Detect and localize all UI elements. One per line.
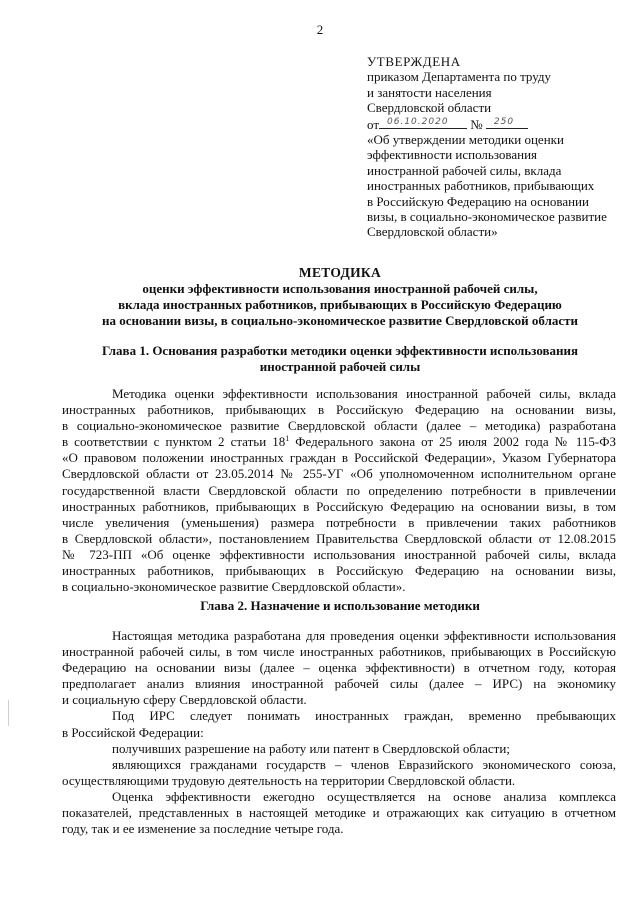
text-line: предполагает анализ влияния иностранной рабочей силы (далее – ИРС) на экономику	[62, 676, 616, 692]
text-line: являющихся гражданами государств – членов Евразийского экономического союза,	[112, 756, 616, 772]
order-title-line: иностранной рабочей силы, вклада	[367, 162, 562, 178]
chapter-2-heading: Глава 2. Назначение и использование методики	[200, 598, 480, 613]
chapter-1-heading-line: Глава 1. Основания разработки методики оценки эффективности использования	[101, 343, 579, 358]
text-line: Настоящая методика разработана для проведения оценки эффективности использования	[112, 628, 616, 643]
text-line: в Свердловской области», постановлением Правительства Свердловской области от 12.08.2015	[62, 530, 616, 546]
text-line: году, так и ее изменение за последние четыре года.	[62, 821, 344, 837]
approval-line: Свердловской области	[367, 100, 492, 116]
text-line: иностранных работников, прибывающих в Российскую Федерацию на основании визы,	[62, 402, 616, 418]
document-title-line: вклада иностранных работников, прибывающих в Российскую Федерацию	[118, 297, 562, 312]
order-title-line: «Об утверждении методики оценки	[367, 132, 564, 148]
scan-artifact	[8, 700, 9, 726]
order-title-line: иностранных работников, прибывающих	[367, 178, 595, 194]
text-line: Свердловской области от 23.05.2014 № 255-УГ «Об уполномоченном исполнительном органе	[62, 466, 616, 482]
approval-line: и занятости населения	[367, 84, 492, 100]
approval-stamp-block	[367, 54, 627, 240]
handwritten-date: 06.10.2020	[379, 116, 467, 129]
footnote-superscript: 1	[285, 434, 290, 444]
text-line: иностранных работников, прибывающих в Российскую Федерацию на основании визы, в том	[62, 498, 616, 514]
order-title-line: Свердловской области»	[367, 224, 498, 240]
text-line: Оценка эффективности ежегодно осуществляется на основе анализа комплекса	[112, 788, 616, 804]
chapter-1-heading	[60, 343, 620, 375]
order-title-line: эффективности использования	[367, 147, 538, 163]
document-title-line: на основании визы, в социально-экономическое развитие Свердловской области	[101, 313, 579, 328]
text-line: государственной власти Свердловской области по определению потребности в привлечении	[62, 482, 616, 498]
text-line: в социально-экономическое развитие Свердловской области (далее – методика) разработана	[62, 418, 616, 434]
text-line: числе увеличения (уменьшения) размера потребности в привлечении таких работников	[62, 514, 616, 530]
approval-title: УТВЕРЖДЕНА	[367, 54, 461, 69]
text-line: в Российской Федерации:	[62, 724, 204, 740]
document-title-main: МЕТОДИКА	[298, 265, 382, 280]
text-line: иностранных работников, прибывающих в Российскую Федерацию на основании визы,	[62, 563, 616, 579]
page-number: 2	[316, 22, 324, 37]
text-line: иностранной рабочей силы, в том числе иностранных работников, прибывающих в Российскую	[62, 644, 616, 660]
date-prefix: от	[367, 116, 380, 132]
text-line: «О правовом положении иностранных граждан в Российской Федерации», Указом Губернатора	[62, 450, 616, 466]
text-line: показателей, представленных в настоящей методике и отражающих как ситуацию в отчетном	[62, 805, 616, 821]
order-title-line: в Российскую Федерацию на основании	[367, 193, 589, 209]
text-line: получивших разрешение на работу или патент в Свердловской области;	[112, 740, 510, 756]
text-line: и социальную сферу Свердловской области.	[62, 692, 307, 708]
approval-line: приказом Департамента по труду	[367, 69, 552, 85]
text-line: № 723-ПП «Об оценке эффективности использования иностранной рабочей силы, вклада	[62, 546, 616, 562]
document-title	[60, 265, 620, 329]
text-line: Федерацию на основании визы (далее – оценка эффективности) в отчетном году, которая	[62, 660, 616, 676]
order-title-line: визы, в социально-экономическое развитие	[367, 209, 607, 225]
approval-date-number-line	[367, 116, 627, 132]
number-prefix: №	[470, 116, 483, 132]
chapter-1-heading-line: иностранной рабочей силы	[259, 359, 421, 374]
text-line: осуществляющими трудовую деятельность на территории Свердловской области.	[62, 772, 516, 788]
chapter-2-paragraph-1	[62, 628, 616, 837]
text-line: в социально-экономическое развитие Свердловской области».	[62, 579, 406, 595]
handwritten-number: 250	[486, 116, 528, 129]
document-title-line: оценки эффективности использования иностранной рабочей силы,	[142, 281, 538, 296]
chapter-1-paragraph	[62, 386, 616, 595]
text-line: в соответствии с пунктом 2 статьи $18^1$ Федерального закона от 25 июля 2002 года № 115-ФЗ	[62, 434, 616, 450]
text-line: Под ИРС следует понимать иностранных граждан, временно пребывающих	[112, 708, 616, 724]
text-line: Методика оценки эффективности использования иностранной рабочей силы, вклада	[112, 386, 616, 401]
